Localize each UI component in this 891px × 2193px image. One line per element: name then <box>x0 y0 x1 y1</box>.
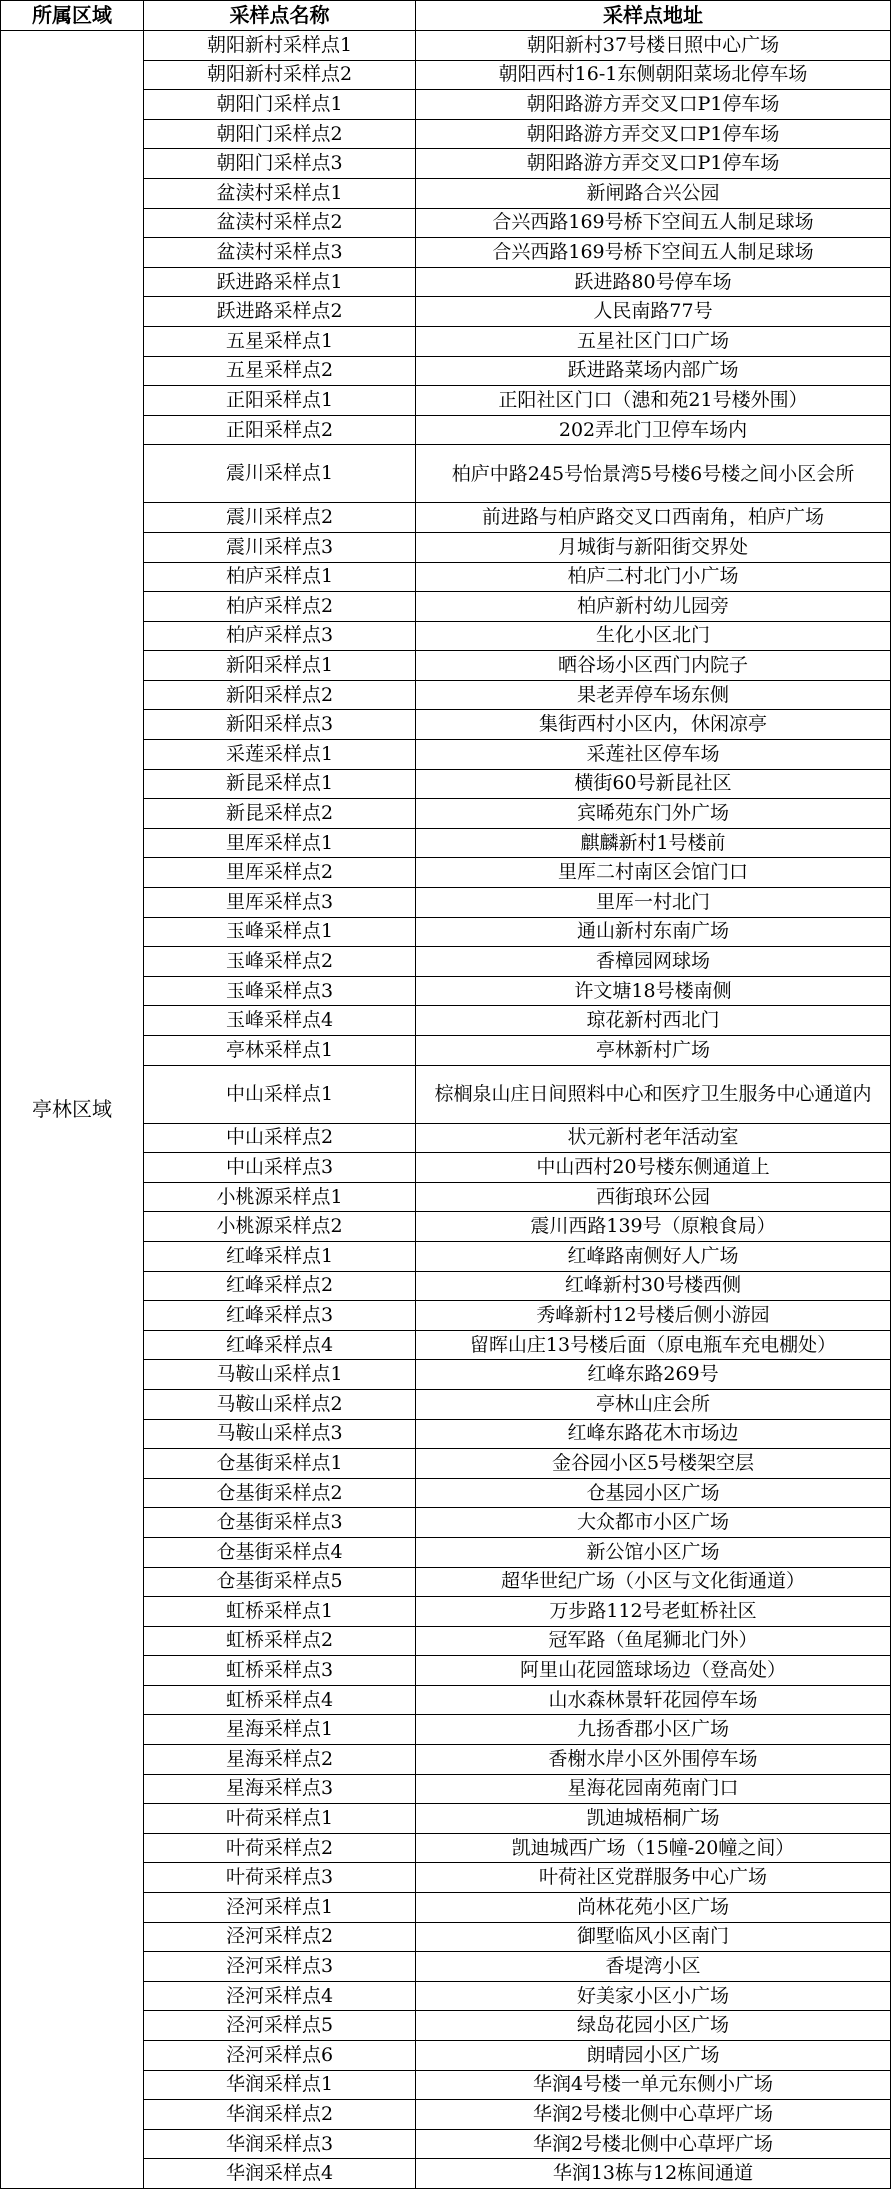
point-name-cell: 中山采样点1 <box>144 1065 416 1123</box>
point-name-cell: 盆渎村采样点2 <box>144 208 416 238</box>
point-name-cell: 虹桥采样点4 <box>144 1685 416 1715</box>
point-address-cell: 合兴西路169号桥下空间五人制足球场 <box>416 238 891 268</box>
point-address-cell: 华润2号楼北侧中心草坪广场 <box>416 2100 891 2130</box>
point-name-cell: 震川采样点1 <box>144 445 416 503</box>
point-address-cell: 凯迪城西广场（15幢-20幢之间） <box>416 1833 891 1863</box>
point-name-cell: 新昆采样点1 <box>144 769 416 799</box>
point-name-cell: 盆渎村采样点1 <box>144 178 416 208</box>
point-address-cell: 山水森林景轩花园停车场 <box>416 1685 891 1715</box>
point-address-cell: 香榭水岸小区外围停车场 <box>416 1745 891 1775</box>
point-name-cell: 泾河采样点1 <box>144 1893 416 1923</box>
point-name-cell: 仓基街采样点2 <box>144 1478 416 1508</box>
point-name-cell: 中山采样点2 <box>144 1123 416 1153</box>
point-address-cell: 柏庐中路245号怡景湾5号楼6号楼之间小区会所 <box>416 445 891 503</box>
point-name-cell: 叶荷采样点2 <box>144 1833 416 1863</box>
point-name-cell: 泾河采样点3 <box>144 1952 416 1982</box>
point-address-cell: 尚林花苑小区广场 <box>416 1893 891 1923</box>
point-address-cell: 冠军路（鱼尾狮北门外） <box>416 1626 891 1656</box>
point-address-cell: 御墅临风小区南门 <box>416 1922 891 1952</box>
point-address-cell: 柏庐二村北门小广场 <box>416 562 891 592</box>
point-name-cell: 红峰采样点4 <box>144 1330 416 1360</box>
point-address-cell: 好美家小区小广场 <box>416 1981 891 2011</box>
point-name-cell: 叶荷采样点3 <box>144 1863 416 1893</box>
point-name-cell: 仓基街采样点3 <box>144 1508 416 1538</box>
point-name-cell: 采莲采样点1 <box>144 740 416 770</box>
point-name-cell: 朝阳门采样点1 <box>144 90 416 120</box>
point-name-cell: 中山采样点3 <box>144 1153 416 1183</box>
point-address-cell: 晒谷场小区西门内院子 <box>416 651 891 681</box>
point-address-cell: 状元新村老年活动室 <box>416 1123 891 1153</box>
point-name-cell: 泾河采样点6 <box>144 2041 416 2071</box>
point-address-cell: 柏庐新村幼儿园旁 <box>416 592 891 622</box>
point-address-cell: 红峰东路269号 <box>416 1360 891 1390</box>
point-address-cell: 跃进路菜场内部广场 <box>416 356 891 386</box>
point-name-cell: 新昆采样点2 <box>144 799 416 829</box>
point-address-cell: 红峰东路花木市场边 <box>416 1419 891 1449</box>
point-address-cell: 朝阳新村37号楼日照中心广场 <box>416 31 891 61</box>
point-address-cell: 留晖山庄13号楼后面（原电瓶车充电棚处） <box>416 1330 891 1360</box>
point-name-cell: 华润采样点1 <box>144 2070 416 2100</box>
point-address-cell: 新闸路合兴公园 <box>416 178 891 208</box>
point-address-cell: 香樟园网球场 <box>416 947 891 977</box>
point-name-cell: 朝阳门采样点2 <box>144 119 416 149</box>
point-address-cell: 通山新村东南广场 <box>416 917 891 947</box>
point-name-cell: 柏庐采样点2 <box>144 592 416 622</box>
point-address-cell: 朗晴园小区广场 <box>416 2041 891 2071</box>
point-address-cell: 凯迪城梧桐广场 <box>416 1804 891 1834</box>
point-name-cell: 亭林采样点1 <box>144 1036 416 1066</box>
point-address-cell: 阿里山花园篮球场边（登高处） <box>416 1656 891 1686</box>
point-name-cell: 虹桥采样点1 <box>144 1597 416 1627</box>
point-name-cell: 马鞍山采样点1 <box>144 1360 416 1390</box>
point-address-cell: 朝阳路游方弄交叉口P1停车场 <box>416 119 891 149</box>
point-name-cell: 小桃源采样点2 <box>144 1212 416 1242</box>
header-point-name: 采样点名称 <box>144 1 416 31</box>
point-name-cell: 正阳采样点2 <box>144 415 416 445</box>
point-name-cell: 玉峰采样点3 <box>144 976 416 1006</box>
point-name-cell: 正阳采样点1 <box>144 386 416 416</box>
point-name-cell: 华润采样点2 <box>144 2100 416 2130</box>
point-address-cell: 前进路与柏庐路交叉口西南角，柏庐广场 <box>416 503 891 533</box>
point-address-cell: 宾晞苑东门外广场 <box>416 799 891 829</box>
point-address-cell: 九扬香郡小区广场 <box>416 1715 891 1745</box>
point-name-cell: 叶荷采样点1 <box>144 1804 416 1834</box>
point-address-cell: 华润4号楼一单元东侧小广场 <box>416 2070 891 2100</box>
point-name-cell: 泾河采样点5 <box>144 2011 416 2041</box>
point-name-cell: 红峰采样点2 <box>144 1271 416 1301</box>
point-name-cell: 里厍采样点3 <box>144 888 416 918</box>
point-name-cell: 朝阳门采样点3 <box>144 149 416 179</box>
point-name-cell: 华润采样点3 <box>144 2129 416 2159</box>
point-name-cell: 朝阳新村采样点2 <box>144 60 416 90</box>
point-address-cell: 新公馆小区广场 <box>416 1537 891 1567</box>
point-address-cell: 跃进路80号停车场 <box>416 267 891 297</box>
point-address-cell: 朝阳西村16-1东侧朝阳菜场北停车场 <box>416 60 891 90</box>
point-name-cell: 小桃源采样点1 <box>144 1182 416 1212</box>
point-address-cell: 朝阳路游方弄交叉口P1停车场 <box>416 90 891 120</box>
point-name-cell: 玉峰采样点1 <box>144 917 416 947</box>
point-name-cell: 新阳采样点1 <box>144 651 416 681</box>
point-address-cell: 仓基园小区广场 <box>416 1478 891 1508</box>
point-address-cell: 棕榈泉山庄日间照料中心和医疗卫生服务中心通道内 <box>416 1065 891 1123</box>
point-address-cell: 华润2号楼北侧中心草坪广场 <box>416 2129 891 2159</box>
point-name-cell: 星海采样点1 <box>144 1715 416 1745</box>
point-address-cell: 五星社区门口广场 <box>416 326 891 356</box>
point-name-cell: 星海采样点2 <box>144 1745 416 1775</box>
point-name-cell: 朝阳新村采样点1 <box>144 31 416 61</box>
point-address-cell: 万步路112号老虹桥社区 <box>416 1597 891 1627</box>
point-name-cell: 震川采样点2 <box>144 503 416 533</box>
point-address-cell: 星海花园南苑南门口 <box>416 1774 891 1804</box>
point-address-cell: 大众都市小区广场 <box>416 1508 891 1538</box>
point-address-cell: 金谷园小区5号楼架空层 <box>416 1449 891 1479</box>
point-address-cell: 亭林新村广场 <box>416 1036 891 1066</box>
point-address-cell: 合兴西路169号桥下空间五人制足球场 <box>416 208 891 238</box>
point-name-cell: 仓基街采样点1 <box>144 1449 416 1479</box>
point-name-cell: 里厍采样点2 <box>144 858 416 888</box>
point-address-cell: 香堤湾小区 <box>416 1952 891 1982</box>
point-address-cell: 叶荷社区党群服务中心广场 <box>416 1863 891 1893</box>
point-address-cell: 正阳社区门口（漶和苑21号楼外围） <box>416 386 891 416</box>
point-address-cell: 许文塘18号楼南侧 <box>416 976 891 1006</box>
point-address-cell: 人民南路77号 <box>416 297 891 327</box>
header-point-address: 采样点地址 <box>416 1 891 31</box>
point-name-cell: 新阳采样点3 <box>144 710 416 740</box>
point-address-cell: 采莲社区停车场 <box>416 740 891 770</box>
point-address-cell: 超华世纪广场（小区与文化街通道） <box>416 1567 891 1597</box>
point-address-cell: 集街西村小区内，休闲凉亭 <box>416 710 891 740</box>
point-name-cell: 五星采样点2 <box>144 356 416 386</box>
point-name-cell: 玉峰采样点4 <box>144 1006 416 1036</box>
point-address-cell: 秀峰新村12号楼后侧小游园 <box>416 1301 891 1331</box>
point-name-cell: 仓基街采样点4 <box>144 1537 416 1567</box>
point-name-cell: 柏庐采样点1 <box>144 562 416 592</box>
table-row <box>1 31 891 61</box>
point-address-cell: 华润13栋与12栋间通道 <box>416 2159 891 2189</box>
point-name-cell: 柏庐采样点3 <box>144 621 416 651</box>
point-address-cell: 生化小区北门 <box>416 621 891 651</box>
point-address-cell: 202弄北门卫停车场内 <box>416 415 891 445</box>
point-name-cell: 仓基街采样点5 <box>144 1567 416 1597</box>
point-name-cell: 泾河采样点2 <box>144 1922 416 1952</box>
point-name-cell: 虹桥采样点3 <box>144 1656 416 1686</box>
point-address-cell: 红峰新村30号楼西侧 <box>416 1271 891 1301</box>
point-address-cell: 亭林山庄会所 <box>416 1389 891 1419</box>
point-name-cell: 马鞍山采样点2 <box>144 1389 416 1419</box>
point-name-cell: 星海采样点3 <box>144 1774 416 1804</box>
header-area: 所属区域 <box>1 1 144 31</box>
point-name-cell: 虹桥采样点2 <box>144 1626 416 1656</box>
header-row <box>1 1 891 31</box>
point-address-cell: 震川西路139号（原粮食局） <box>416 1212 891 1242</box>
point-address-cell: 朝阳路游方弄交叉口P1停车场 <box>416 149 891 179</box>
point-address-cell: 横街60号新昆社区 <box>416 769 891 799</box>
point-name-cell: 红峰采样点3 <box>144 1301 416 1331</box>
point-address-cell: 麒麟新村1号楼前 <box>416 828 891 858</box>
point-address-cell: 里厍一村北门 <box>416 888 891 918</box>
point-address-cell: 中山西村20号楼东侧通道上 <box>416 1153 891 1183</box>
point-name-cell: 五星采样点1 <box>144 326 416 356</box>
point-address-cell: 绿岛花园小区广场 <box>416 2011 891 2041</box>
point-name-cell: 跃进路采样点2 <box>144 297 416 327</box>
point-address-cell: 琼花新村西北门 <box>416 1006 891 1036</box>
point-name-cell: 跃进路采样点1 <box>144 267 416 297</box>
point-address-cell: 里厍二村南区会馆门口 <box>416 858 891 888</box>
point-name-cell: 新阳采样点2 <box>144 680 416 710</box>
point-name-cell: 玉峰采样点2 <box>144 947 416 977</box>
point-name-cell: 红峰采样点1 <box>144 1241 416 1271</box>
point-address-cell: 果老弄停车场东侧 <box>416 680 891 710</box>
point-name-cell: 盆渎村采样点3 <box>144 238 416 268</box>
area-cell: 亭林区域 <box>1 31 144 2189</box>
point-name-cell: 震川采样点3 <box>144 532 416 562</box>
point-name-cell: 马鞍山采样点3 <box>144 1419 416 1449</box>
point-address-cell: 月城街与新阳街交界处 <box>416 532 891 562</box>
point-address-cell: 西街琅环公园 <box>416 1182 891 1212</box>
point-name-cell: 泾河采样点4 <box>144 1981 416 2011</box>
point-address-cell: 红峰路南侧好人广场 <box>416 1241 891 1271</box>
point-name-cell: 里厍采样点1 <box>144 828 416 858</box>
point-name-cell: 华润采样点4 <box>144 2159 416 2189</box>
table-body <box>1 31 891 2189</box>
